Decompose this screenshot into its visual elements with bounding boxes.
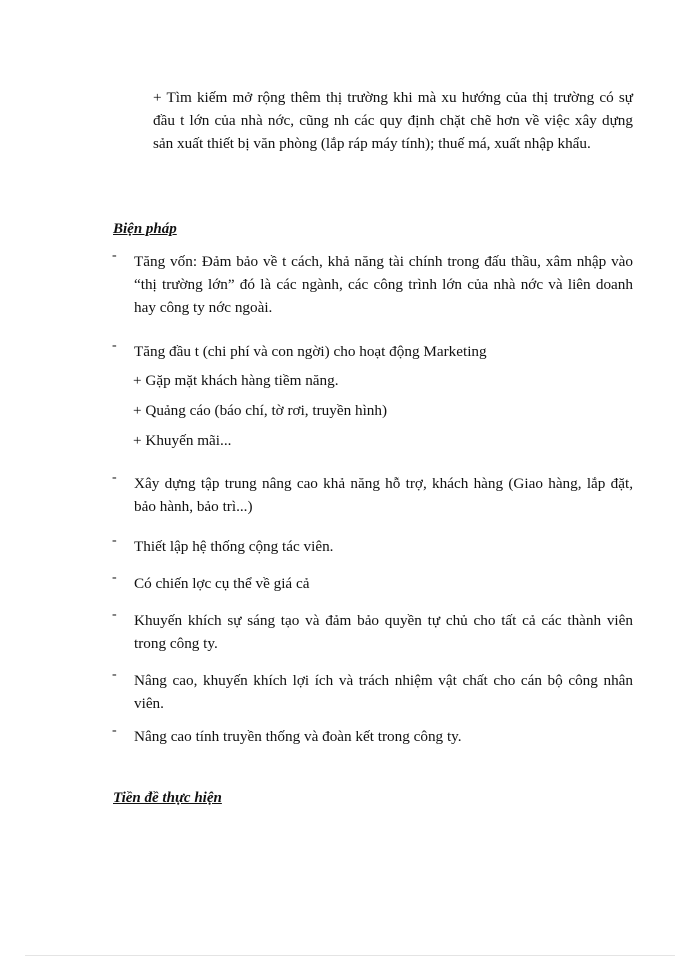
bullet-item	[112, 725, 633, 748]
bullet-text-sang-tao: Khuyến khích sự sáng tạo và đảm bảo quyền tự chủ cho tất cả các thành viên trong công ty.	[134, 612, 633, 652]
sub-item-khach-hang: + Gặp mặt khách hàng tiềm năng.	[133, 372, 339, 389]
page-bottom-rule	[25, 955, 675, 956]
bullet-text-chien-luoc-gia: Có chiến lợc cụ thể về giá cả	[134, 575, 310, 592]
bullet-item	[112, 669, 633, 715]
bullet-item	[112, 340, 633, 363]
bullet-item	[112, 609, 633, 655]
sub-item-quang-cao: + Quảng cáo (báo chí, tờ rơi, truyền hình)	[133, 402, 388, 419]
bullet-text-tang-von: Tăng vốn: Đảm bảo về t cách, khả năng tài chính trong đấu thầu, xâm nhập vào “thị trường lớn” đó là các ngành, các công trình lớn của nhà nớc và liên doanh hay công ty nớc ngoài.	[134, 253, 633, 316]
bullet-item	[112, 535, 633, 558]
bullet-text-marketing: Tăng đầu t (chi phí và con ngời) cho hoạt động Marketing	[134, 343, 487, 360]
bullet-dash: -	[112, 533, 117, 548]
sub-item-khuyen-mai: + Khuyến mãi...	[133, 432, 232, 449]
bullet-text-cong-tac-vien: Thiết lập hệ thống cộng tác viên.	[134, 538, 334, 555]
bullet-text-truyen-thong: Nâng cao tính truyền thống và đoàn kết trong công ty.	[134, 728, 462, 745]
bullet-dash: -	[112, 723, 117, 738]
bullet-dash: -	[112, 338, 117, 353]
bullet-item	[112, 572, 633, 595]
bullet-dash: -	[112, 667, 117, 682]
intro-paragraph: + Tìm kiếm mở rộng thêm thị trường khi mà xu hướng của thị trường có sự đầu t lớn của nhà nớc, cũng nh các quy định chặt chẽ hơn về việc xây dựng sản xuất thiết bị văn phòng (lắp ráp máy tính); thuế má, xuất nhập khẩu.	[153, 89, 633, 152]
bullet-dash: -	[112, 607, 117, 622]
bullet-item	[112, 472, 633, 518]
heading-bien-phap: Biện pháp	[113, 221, 177, 237]
heading-tien-de-thuc-hien: Tiền đề thực hiện	[113, 790, 222, 806]
bullet-text-loi-ich: Nâng cao, khuyến khích lợi ích và trách nhiệm vật chất cho cán bộ công nhân viên.	[134, 672, 633, 712]
bullet-dash: -	[112, 570, 117, 585]
bullet-dash: -	[112, 470, 117, 485]
bullet-dash: -	[112, 248, 117, 263]
bullet-item	[112, 250, 633, 319]
bullet-text-ho-tro: Xây dựng tập trung nâng cao khả năng hỗ trợ, khách hàng (Giao hàng, lắp đặt, bảo hành, bảo trì...)	[134, 475, 633, 515]
